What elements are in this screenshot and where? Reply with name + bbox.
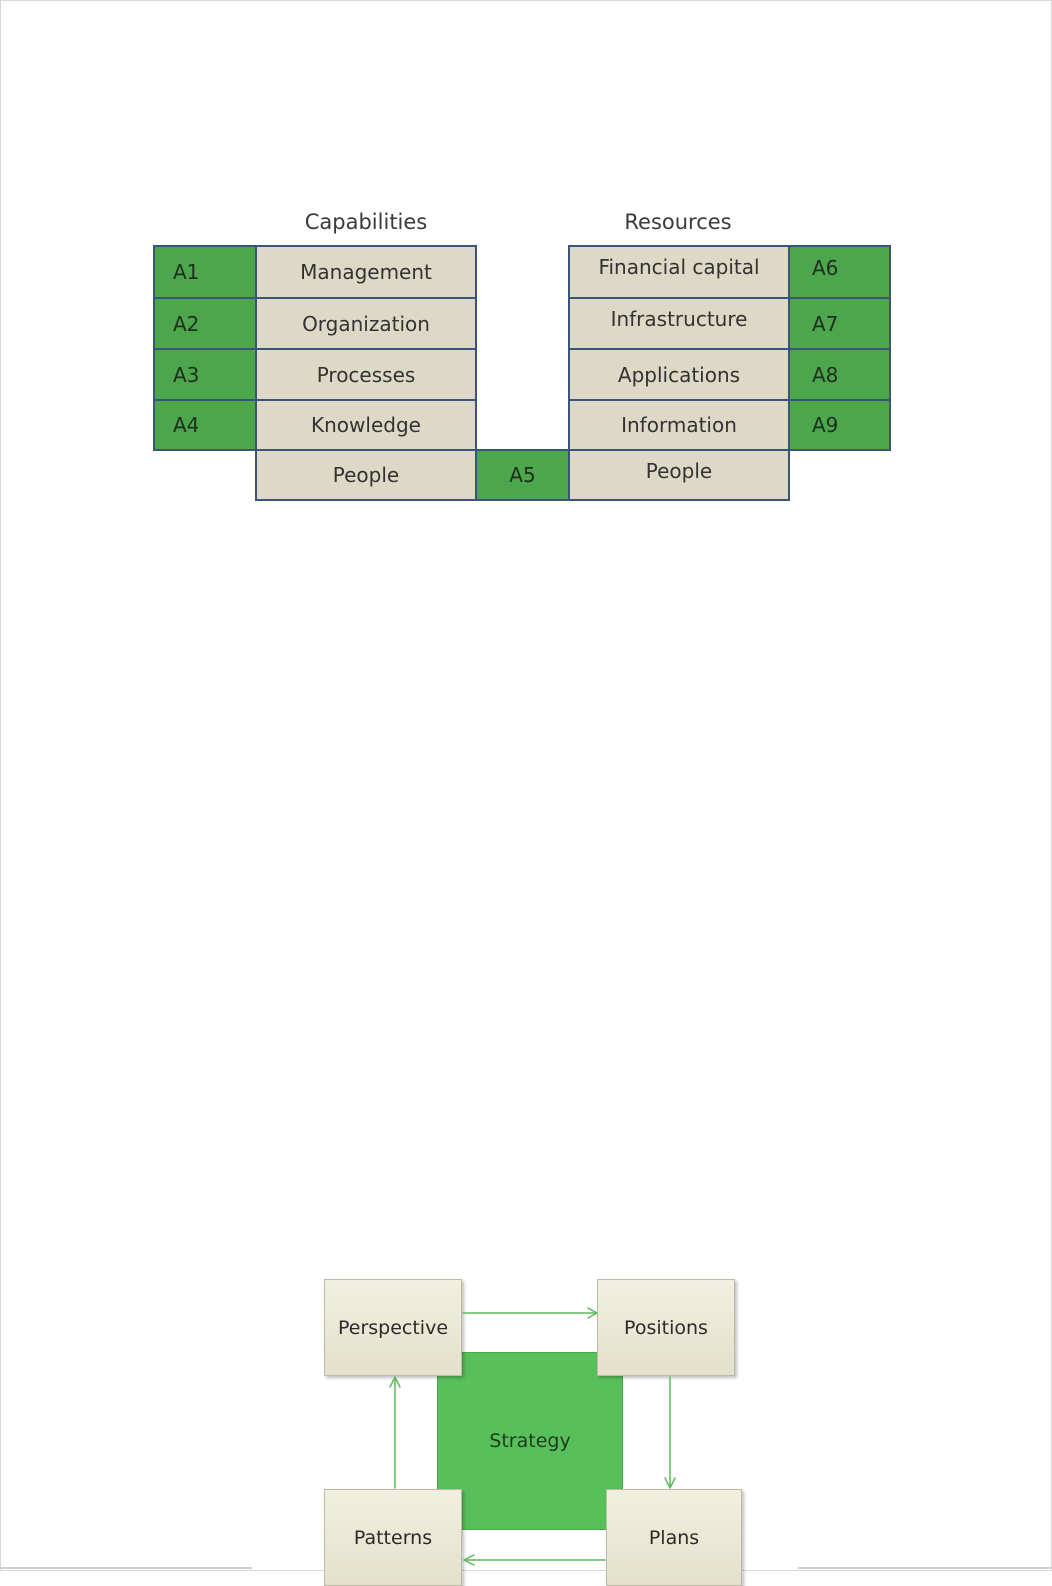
capability-code-a3: A3	[153, 348, 257, 401]
capability-code-a2: A2	[153, 297, 257, 350]
plans-box: Plans	[606, 1489, 742, 1586]
capability-code-a4: A4	[153, 399, 257, 451]
resource-label-infrastructure: Infrastructure	[568, 297, 790, 350]
perspective-box: Perspective	[324, 1279, 462, 1376]
resource-code-a7: A7	[788, 297, 891, 350]
capability-label-processes: Processes	[255, 348, 477, 401]
resources-heading: Resources	[624, 210, 732, 234]
positions-box: Positions	[597, 1279, 735, 1376]
page-bottom-rule-left	[0, 1567, 252, 1569]
capability-label-knowledge: Knowledge	[255, 399, 477, 451]
resource-label-financial-capital: Financial capital	[568, 245, 790, 299]
patterns-box: Patterns	[324, 1489, 462, 1586]
page-bottom-rule-right	[798, 1567, 1052, 1569]
capability-code-a5: A5	[475, 449, 570, 501]
resource-code-a8: A8	[788, 348, 891, 401]
capability-label-organization: Organization	[255, 297, 477, 350]
strategy-center-box: Strategy	[437, 1352, 623, 1530]
resource-code-a6: A6	[788, 245, 891, 299]
resource-label-information: Information	[568, 399, 790, 451]
capability-code-a1: A1	[153, 245, 257, 299]
resource-label-people: People	[568, 449, 790, 501]
capability-label-management: Management	[255, 245, 477, 299]
resource-code-a9: A9	[788, 399, 891, 451]
resource-label-applications: Applications	[568, 348, 790, 401]
capabilities-heading: Capabilities	[304, 210, 428, 234]
capability-label-people: People	[255, 449, 477, 501]
